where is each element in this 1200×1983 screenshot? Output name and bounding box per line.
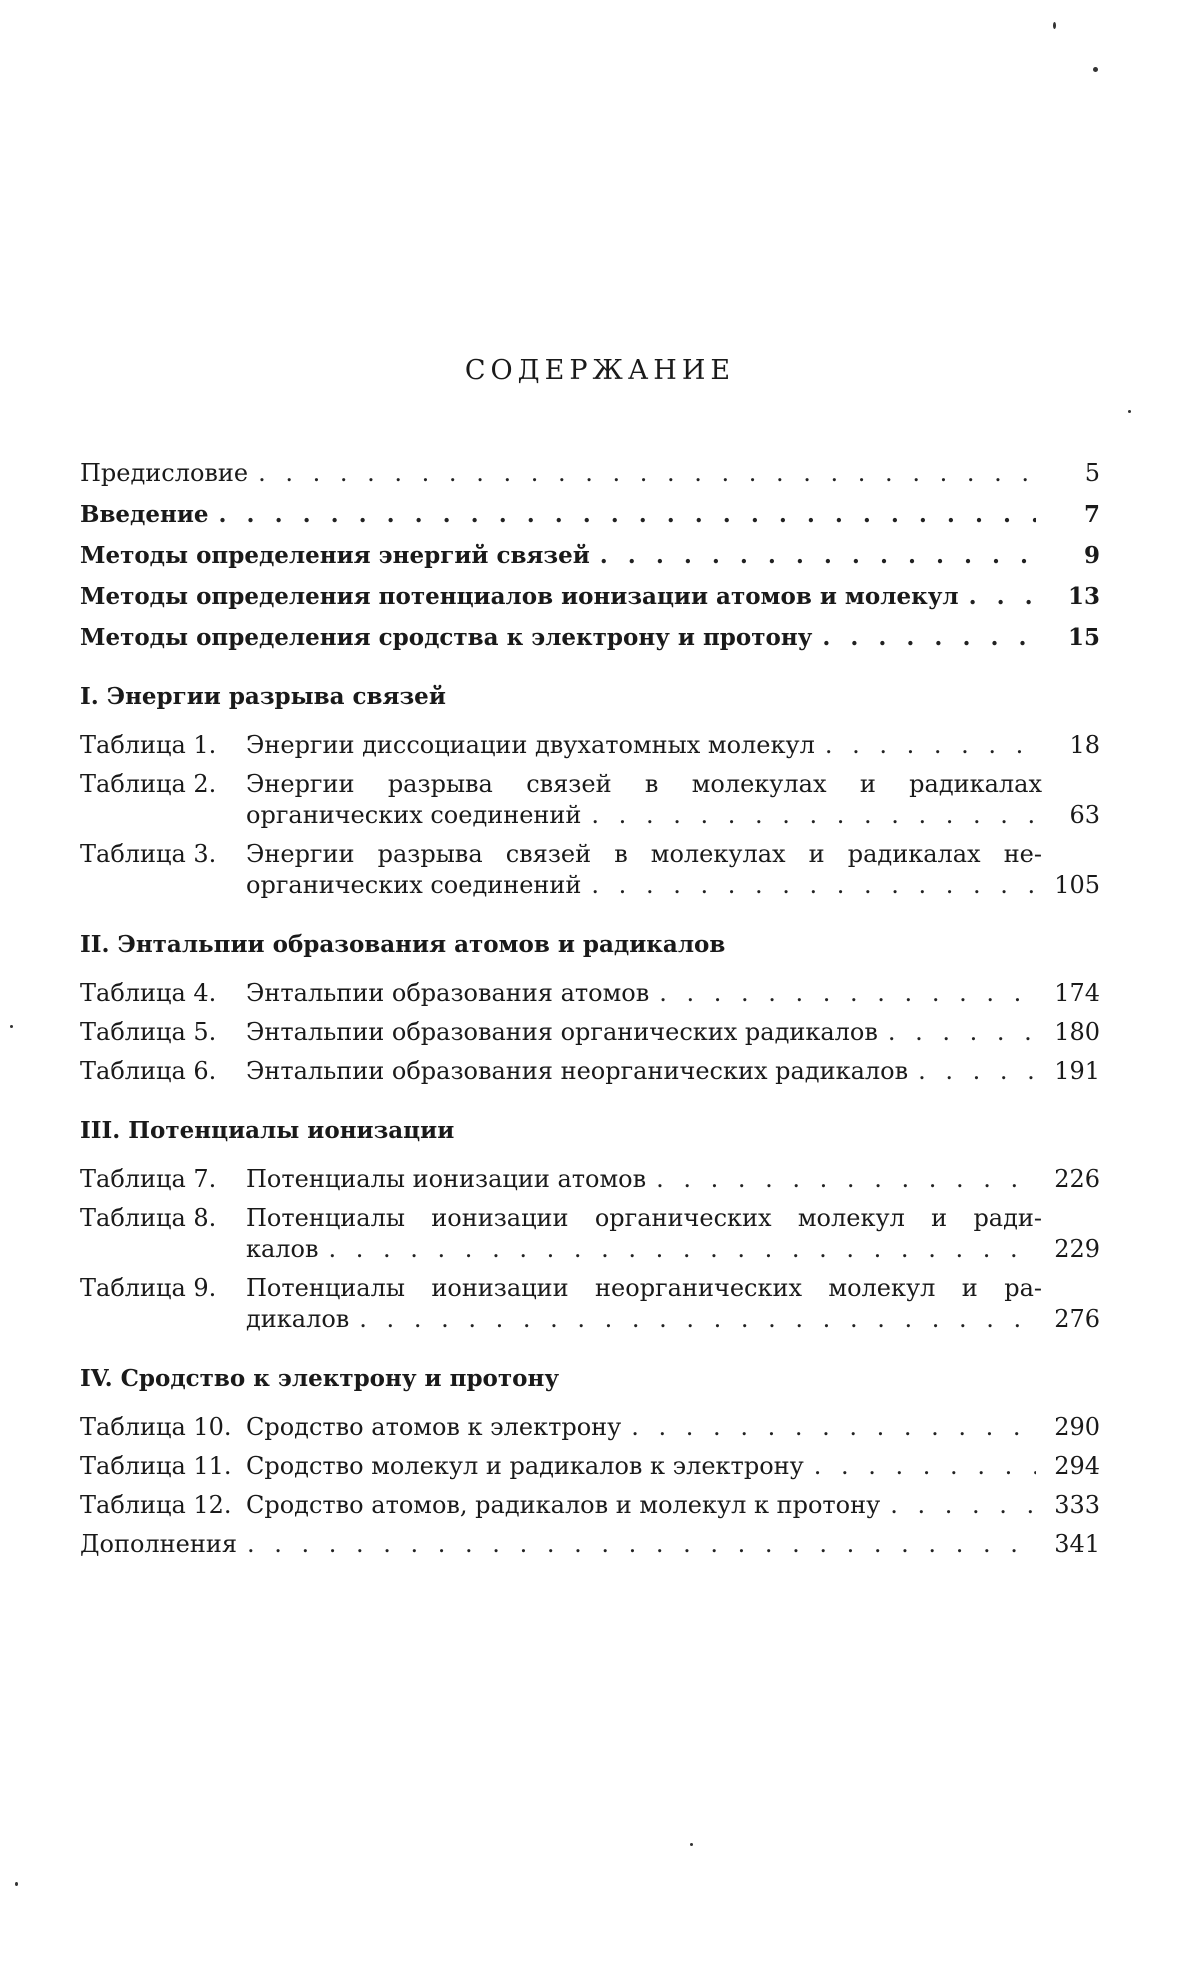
dot-leader	[591, 800, 1036, 831]
table-number: Таблица 11.	[80, 1452, 232, 1480]
entry-label: Методы определения сродства к электрону и протону	[80, 624, 813, 651]
toc-entry-appendix[interactable]	[80, 1529, 1100, 1560]
table-entry[interactable]	[80, 1451, 1100, 1482]
dot-leader	[591, 870, 1036, 901]
entry-label: Методы определения энергий связей	[80, 542, 590, 569]
dot-leader	[822, 622, 1036, 653]
front-matter	[80, 458, 1100, 653]
table-line	[80, 978, 1100, 1009]
table-entry[interactable]	[80, 1273, 1100, 1335]
toc-entry[interactable]	[80, 581, 1100, 612]
table-of-contents	[80, 458, 1100, 1560]
table-title-line2[interactable]	[80, 870, 1100, 901]
table-line	[80, 1164, 1100, 1195]
table-title-line1: Энергии разрыва связей в молекулах и радикалах не-	[246, 840, 1042, 868]
toc-entry[interactable]	[80, 540, 1100, 571]
dot-leader	[258, 458, 1036, 489]
entry-label: Дополнения	[80, 1530, 237, 1558]
dot-leader	[659, 978, 1036, 1009]
table-entry[interactable]	[80, 730, 1100, 761]
page-number: 9	[1083, 542, 1100, 569]
table-entry[interactable]	[80, 1056, 1100, 1087]
table-title-line1: Потенциалы ионизации неорганических молекул и ра-	[246, 1274, 1042, 1302]
scan-speck	[15, 1882, 18, 1886]
section-heading: III. Потенциалы ионизации	[80, 1117, 455, 1144]
page-number: 229	[1054, 1235, 1100, 1263]
section-heading: I. Энергии разрыва связей	[80, 683, 446, 710]
table-line	[80, 1490, 1100, 1521]
table-entry[interactable]	[80, 978, 1100, 1009]
appendix	[80, 1529, 1100, 1560]
dot-leader	[890, 1490, 1036, 1521]
table-number: Таблица 3.	[80, 840, 217, 868]
dot-leader	[600, 540, 1036, 571]
page-number: 105	[1054, 871, 1100, 899]
table-number: Таблица 2.	[80, 770, 217, 798]
table-line	[80, 730, 1100, 761]
table-number: Таблица 7.	[80, 1165, 217, 1193]
dot-leader	[247, 1529, 1036, 1560]
entry-label: калов	[246, 1235, 319, 1263]
page-number: 226	[1054, 1165, 1100, 1193]
table-number: Таблица 4.	[80, 979, 217, 1007]
entry-label: Предисловие	[80, 459, 249, 487]
page-number: 333	[1054, 1491, 1100, 1519]
dot-leader	[219, 499, 1036, 530]
dot-leader	[918, 1056, 1036, 1087]
toc-entry[interactable]	[80, 458, 1100, 489]
table-title-line1: Потенциалы ионизации органических молекул и ради-	[246, 1204, 1042, 1232]
entry-label: дикалов	[246, 1305, 350, 1333]
dot-leader	[359, 1304, 1036, 1335]
table-entry[interactable]	[80, 1164, 1100, 1195]
entry-label: органических соединений	[246, 871, 582, 899]
scan-speck	[10, 1025, 13, 1028]
scan-speck	[690, 1843, 693, 1846]
page-number: 276	[1054, 1305, 1100, 1333]
table-number: Таблица 5.	[80, 1018, 217, 1046]
table-entry[interactable]	[80, 1017, 1100, 1048]
scan-speck	[1128, 410, 1131, 413]
entry-label: органических соединений	[246, 801, 582, 829]
table-title: Энтальпии образования атомов	[246, 979, 650, 1007]
scan-speck	[1093, 67, 1098, 72]
page-number: 180	[1054, 1018, 1100, 1046]
entry-label: Методы определения потенциалов ионизации атомов и молекул	[80, 583, 959, 610]
dot-leader	[329, 1234, 1036, 1265]
table-title: Сродство молекул и радикалов к электрону	[246, 1452, 804, 1480]
section-heading: IV. Сродство к электрону и протону	[80, 1365, 560, 1392]
page-number: 18	[1069, 731, 1100, 759]
table-number: Таблица 6.	[80, 1057, 217, 1085]
table-entry[interactable]	[80, 839, 1100, 901]
table-title: Сродство атомов, радикалов и молекул к протону	[246, 1491, 881, 1519]
table-line	[80, 1451, 1100, 1482]
scan-speck	[1053, 22, 1056, 29]
table-number: Таблица 10.	[80, 1413, 232, 1441]
page-number: 191	[1054, 1057, 1100, 1085]
table-entry[interactable]	[80, 1203, 1100, 1265]
dot-leader	[631, 1412, 1036, 1443]
table-entry[interactable]	[80, 769, 1100, 831]
table-line	[80, 1017, 1100, 1048]
table-number: Таблица 8.	[80, 1204, 217, 1232]
page-number: 5	[1084, 459, 1100, 487]
table-title: Энтальпии образования органических радикалов	[246, 1018, 878, 1046]
table-title: Сродство атомов к электрону	[246, 1413, 622, 1441]
page-title: СОДЕРЖАНИЕ	[464, 355, 736, 386]
page-number: 341	[1054, 1530, 1100, 1558]
page-number: 290	[1054, 1413, 1100, 1441]
table-entry[interactable]	[80, 1412, 1100, 1443]
table-title-line2[interactable]	[80, 1234, 1100, 1265]
table-title-line2[interactable]	[80, 1304, 1100, 1335]
toc-entry[interactable]	[80, 622, 1100, 653]
table-title-line2[interactable]	[80, 800, 1100, 831]
dot-leader	[814, 1451, 1036, 1482]
page-number: 13	[1067, 583, 1100, 610]
table-title: Потенциалы ионизации атомов	[246, 1165, 647, 1193]
entry-label: Введение	[80, 501, 209, 528]
table-line	[80, 1412, 1100, 1443]
page-number: 63	[1069, 801, 1100, 829]
table-number: Таблица 12.	[80, 1491, 232, 1519]
dot-leader	[969, 581, 1036, 612]
dot-leader	[888, 1017, 1036, 1048]
sections	[80, 683, 1100, 1521]
page-number: 7	[1083, 501, 1100, 528]
table-entry[interactable]	[80, 1490, 1100, 1521]
table-number: Таблица 1.	[80, 731, 217, 759]
table-title: Энергии диссоциации двухатомных молекул	[246, 731, 815, 759]
dot-leader	[656, 1164, 1036, 1195]
page-number: 15	[1067, 624, 1100, 651]
toc-entry[interactable]	[80, 499, 1100, 530]
table-title: Энтальпии образования неорганических радикалов	[246, 1057, 909, 1085]
dot-leader	[825, 730, 1036, 761]
page-number: 294	[1054, 1452, 1100, 1480]
table-number: Таблица 9.	[80, 1274, 217, 1302]
page-number: 174	[1054, 979, 1100, 1007]
table-title-line1: Энергии разрыва связей в молекулах и радикалах	[246, 770, 1042, 798]
section-heading: II. Энтальпии образования атомов и радикалов	[80, 931, 726, 958]
table-line	[80, 1056, 1100, 1087]
